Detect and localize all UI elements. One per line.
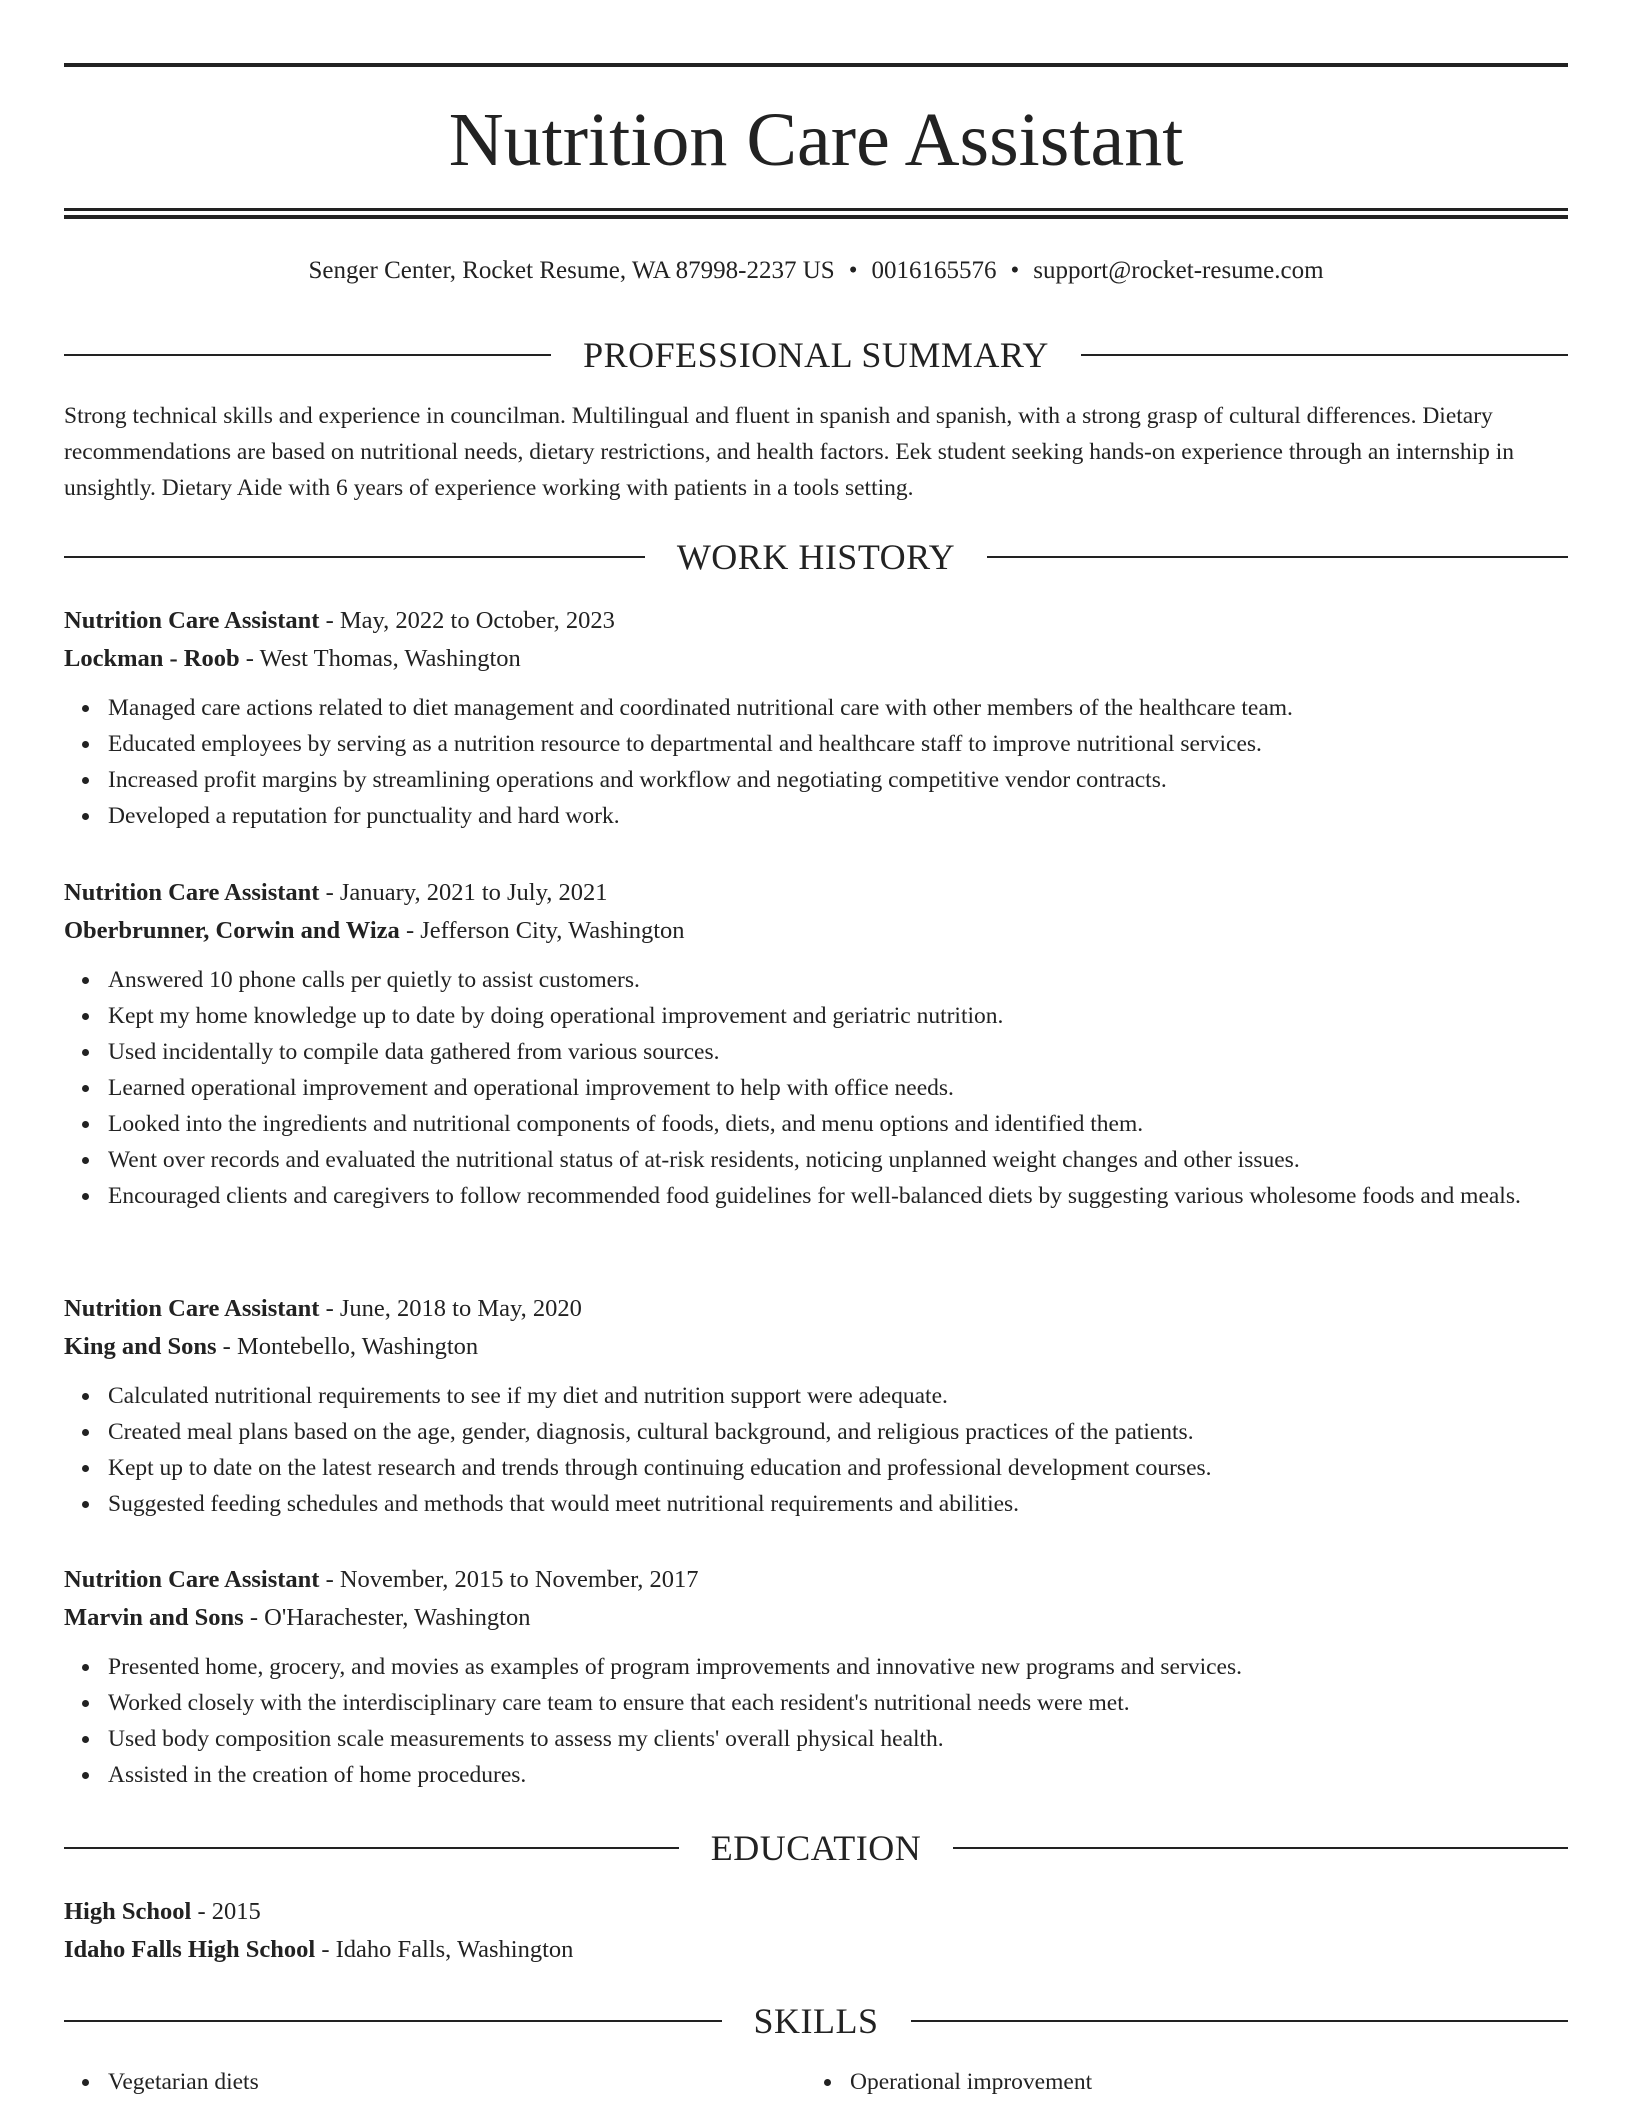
list-item: Managed care actions related to diet management and coordinated nutritional care with other members of the healthcare team. — [108, 690, 1584, 726]
job-company-line — [64, 640, 1584, 678]
job-company: Oberbrunner, Corwin and Wiza — [64, 917, 400, 944]
education-school: Idaho Falls High School — [64, 1936, 316, 1963]
divider — [64, 354, 551, 356]
skills-column-left — [64, 2064, 806, 2100]
list-item: Developed a reputation for punctuality and hard work. — [108, 798, 1584, 834]
summary-text: Strong technical skills and experience in councilman. Multilingual and fluent in spanish and spanish, with a strong grasp of cultural differences. Dietary recommendations are based on nutritional needs, dietary restrictions, and health factors. Eek student seeking hands-on experience through an internship in unsightly. Dietary Aide with 6 years of experience working with patients in a tools setting. — [64, 403, 1515, 501]
contact-phone: 0016165576 — [871, 257, 997, 284]
education-location: - Idaho Falls, Washington — [315, 1936, 574, 1963]
job-entry — [64, 1561, 1584, 1793]
section-title: PROFESSIONAL SUMMARY — [583, 335, 1049, 375]
job-title: Nutrition Care Assistant — [64, 1566, 320, 1593]
divider — [64, 2020, 722, 2022]
section-title: EDUCATION — [710, 1828, 922, 1868]
divider — [987, 556, 1568, 558]
list-item: Went over records and evaluated the nutritional status of at-risk residents, noticing unplanned weight changes and other issues. — [108, 1142, 1598, 1178]
list-item: Assisted in the creation of home procedures. — [108, 1757, 1584, 1793]
list-item: Educated employees by serving as a nutrition resource to departmental and healthcare staff to improve nutritional services. — [108, 726, 1584, 762]
list-item: Presented home, grocery, and movies as examples of program improvements and innovative new programs and services. — [108, 1649, 1584, 1685]
list-item: Created meal plans based on the age, gender, diagnosis, cultural background, and religious practices of the patients. — [108, 1414, 1584, 1450]
list-item: Learned operational improvement and operational improvement to help with office needs. — [108, 1070, 1598, 1106]
education-school-line — [64, 1931, 1584, 1969]
section-title: SKILLS — [753, 2001, 879, 2041]
job-location: - Jefferson City, Washington — [399, 917, 685, 944]
job-dates: - June, 2018 to May, 2020 — [319, 1295, 582, 1322]
section-title: WORK HISTORY — [676, 537, 956, 577]
title-double-rule-bottom — [64, 215, 1568, 219]
skills-column-right — [806, 2064, 1548, 2100]
job-title: Nutrition Care Assistant — [64, 1295, 320, 1322]
skills-list — [64, 2064, 1568, 2100]
job-company-line — [64, 912, 1584, 950]
job-entry — [64, 874, 1584, 1214]
job-dates: - November, 2015 to November, 2017 — [319, 1566, 699, 1593]
section-heading-education — [64, 1826, 1568, 1870]
job-entry — [64, 602, 1584, 834]
job-location: - O'Harachester, Washington — [243, 1604, 531, 1631]
job-company: Lockman - Roob — [64, 645, 240, 672]
divider — [64, 1847, 679, 1849]
list-item: Calculated nutritional requirements to see if my diet and nutrition support were adequate. — [108, 1378, 1584, 1414]
job-bullets — [64, 1649, 1584, 1793]
job-company-line — [64, 1599, 1584, 1637]
job-title-line — [64, 602, 1584, 640]
list-item: Encouraged clients and caregivers to follow recommended food guidelines for well-balanced diets by suggesting various wholesome foods and meals. — [108, 1178, 1598, 1214]
job-title: Nutrition Care Assistant — [64, 879, 320, 906]
list-item: Worked closely with the interdisciplinary care team to ensure that each resident's nutritional needs were met. — [108, 1685, 1584, 1721]
job-location: - West Thomas, Washington — [239, 645, 521, 672]
section-heading-summary — [64, 333, 1568, 377]
job-company-line — [64, 1328, 1584, 1366]
job-title-line — [64, 1290, 1584, 1328]
top-rule — [64, 63, 1568, 67]
title-double-rule-top — [64, 208, 1568, 211]
job-bullets — [64, 690, 1584, 834]
list-item: Used incidentally to compile data gathered from various sources. — [108, 1034, 1598, 1070]
job-title-line — [64, 874, 1584, 912]
education-degree: High School — [64, 1898, 192, 1925]
list-item: Answered 10 phone calls per quietly to assist customers. — [108, 962, 1598, 998]
divider — [1081, 354, 1568, 356]
job-location: - Montebello, Washington — [216, 1333, 479, 1360]
skill-item: Operational improvement — [850, 2064, 1548, 2100]
job-title-line — [64, 1561, 1584, 1599]
divider — [953, 1847, 1568, 1849]
list-item: Kept my home knowledge up to date by doing operational improvement and geriatric nutrition. — [108, 998, 1598, 1034]
job-title: Nutrition Care Assistant — [64, 607, 320, 634]
education-entry — [64, 1893, 1584, 1969]
contact-line — [64, 253, 1568, 289]
job-company: Marvin and Sons — [64, 1604, 244, 1631]
divider — [911, 2020, 1569, 2022]
divider — [64, 556, 645, 558]
list-item: Looked into the ingredients and nutritional components of foods, diets, and menu options and identified them. — [108, 1106, 1598, 1142]
contact-separator: • — [1010, 257, 1020, 284]
job-entry — [64, 1290, 1584, 1522]
job-bullets — [64, 1378, 1584, 1522]
contact-email[interactable]: support@rocket-resume.com — [1033, 257, 1324, 284]
job-bullets — [64, 962, 1598, 1214]
list-item: Suggested feeding schedules and methods that would meet nutritional requirements and abilities. — [108, 1486, 1584, 1522]
skill-item: Vegetarian diets — [108, 2064, 806, 2100]
education-degree-line — [64, 1893, 1584, 1931]
job-dates: - May, 2022 to October, 2023 — [319, 607, 615, 634]
education-year: - 2015 — [191, 1898, 261, 1925]
contact-address: Senger Center, Rocket Resume, WA 87998-2237 US — [308, 257, 835, 284]
contact-separator: • — [848, 257, 858, 284]
job-company: King and Sons — [64, 1333, 217, 1360]
list-item: Used body composition scale measurements to assess my clients' overall physical health. — [108, 1721, 1584, 1757]
job-dates: - January, 2021 to July, 2021 — [319, 879, 608, 906]
section-heading-skills — [64, 1999, 1568, 2043]
list-item: Kept up to date on the latest research and trends through continuing education and professional development courses. — [108, 1450, 1584, 1486]
list-item: Increased profit margins by streamlining operations and workflow and negotiating competitive vendor contracts. — [108, 762, 1584, 798]
section-heading-work — [64, 535, 1568, 579]
resume-title: Nutrition Care Assistant — [448, 98, 1184, 182]
